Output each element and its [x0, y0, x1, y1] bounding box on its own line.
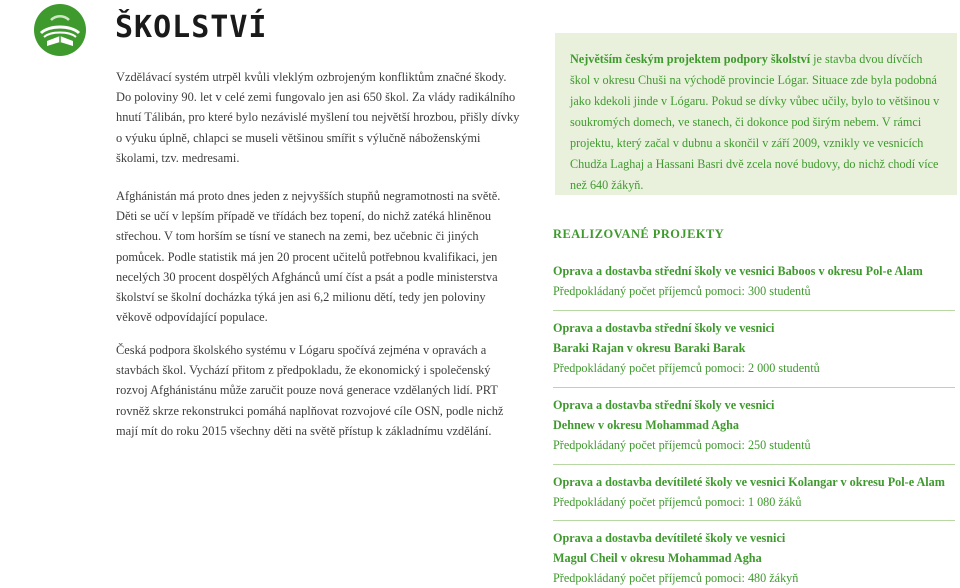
page-title: ŠKOLSTVÍ	[115, 10, 268, 45]
project-recipients: Předpokládaný počet příjemců pomoci: 250 studentů	[553, 437, 811, 452]
project-item	[553, 396, 953, 455]
project-name-line2: Baraki Rajan v okresu Baraki Barak	[553, 340, 746, 355]
project-name: Oprava a dostavba střední školy ve vesnici	[553, 398, 775, 412]
project-item	[553, 473, 958, 513]
project-item	[553, 262, 953, 302]
project-name-line2: Dehnew v okresu Mohammad Agha	[553, 417, 739, 432]
highlight-text	[570, 49, 942, 196]
project-name: Oprava a dostavba střední školy ve vesnici Baboos v okresu Pol-e Alam	[553, 264, 923, 278]
highlight-lead: Největším českým projektem podpory školství	[570, 52, 811, 66]
project-recipients: Předpokládaný počet příjemců pomoci: 2 000 studentů	[553, 360, 820, 375]
divider	[553, 387, 955, 388]
paragraph-intro: Vzdělávací systém utrpěl kvůli vleklým ozbrojeným konfliktům značné škody. Do poloviny 90. let v celé zemi fungovalo jen asi 650 škol. Za vlády radikálního hnutí Tálibán, pro které bylo nezávislé myšlení tou největší hrozbou, přišly dívky o výuku úplně, chlapci se museli většinou smířit s výlučně náboženskými školami, tzv. medresami.	[116, 70, 520, 165]
project-name: Oprava a dostavba devítileté školy ve vesnici Kolangar v okresu Pol-e Alam	[553, 475, 945, 489]
divider	[553, 520, 955, 521]
project-name: Oprava a dostavba střední školy ve vesnici	[553, 321, 775, 335]
projects-heading: REALIZOVANÉ PROJEKTY	[553, 227, 725, 241]
divider	[553, 464, 955, 465]
project-recipients: Předpokládaný počet příjemců pomoci: 1 080 žáků	[553, 494, 802, 509]
divider	[553, 310, 955, 311]
book-arc-logo-icon	[33, 3, 87, 57]
project-name-line2: Magul Cheil v okresu Mohammad Agha	[553, 550, 762, 565]
paragraph-illiteracy: Afghánistán má proto dnes jeden z nejvyšších stupňů negramotnosti na světě. Děti se učí v lepším případě ve třídách bez topení, do nichž zatéká hliněnou střechou. V tom horším se tísní ve stanech na zemi, bez učebnic či jiných pomůcek. Podle statistik má jen 20 procent učitelů potřebnou kvalifikaci, jen necelých 30 procent dospělých Afghánců umí číst a psát a podle ministerstva školství se školní docházka týká jen asi 6,2 milionu dětí, tedy jen poloviny věkově odpovídající populace.	[116, 189, 501, 325]
paragraph-czech-support: Česká podpora školského systému v Lógaru spočívá zejména v opravách a stavbách škol. Vychází přitom z předpokladu, že ekonomický i společenský rozvoj Afghánistánu může zaručit pouze nová generace vzdělaných lidí. PRT rovněž skrze rekonstrukci pomáhá naplňovat rozvojové cíle OSN, podle nichž mají mít do roku 2015 všechny děti na světě přístup k základnímu vzdělání.	[116, 343, 504, 438]
highlight-body: je stavba dvou dívčích škol v okresu Chuši na východě provincie Lógar. Situace zde byla podobná jako kdekoli jinde v Lógaru. Pokud se dívky vůbec učily, bylo to většinou v soukromých domech, ve stanech, či dokonce pod širým nebem. V rámci projektu, který začal v dubnu a skončil v září 2009, vznikly ve vesnicích Chudža Laghaj a Hassani Basri dvě zcela nové budovy, do nichž chodí více než 640 žákyň.	[570, 52, 940, 192]
project-item	[553, 529, 953, 588]
highlight-box	[555, 33, 957, 195]
project-recipients: Předpokládaný počet příjemců pomoci: 300 studentů	[553, 283, 811, 298]
project-name: Oprava a dostavba devítileté školy ve vesnici	[553, 531, 786, 545]
project-recipients: Předpokládaný počet příjemců pomoci: 480 žákyň	[553, 570, 799, 585]
project-item	[553, 319, 953, 378]
